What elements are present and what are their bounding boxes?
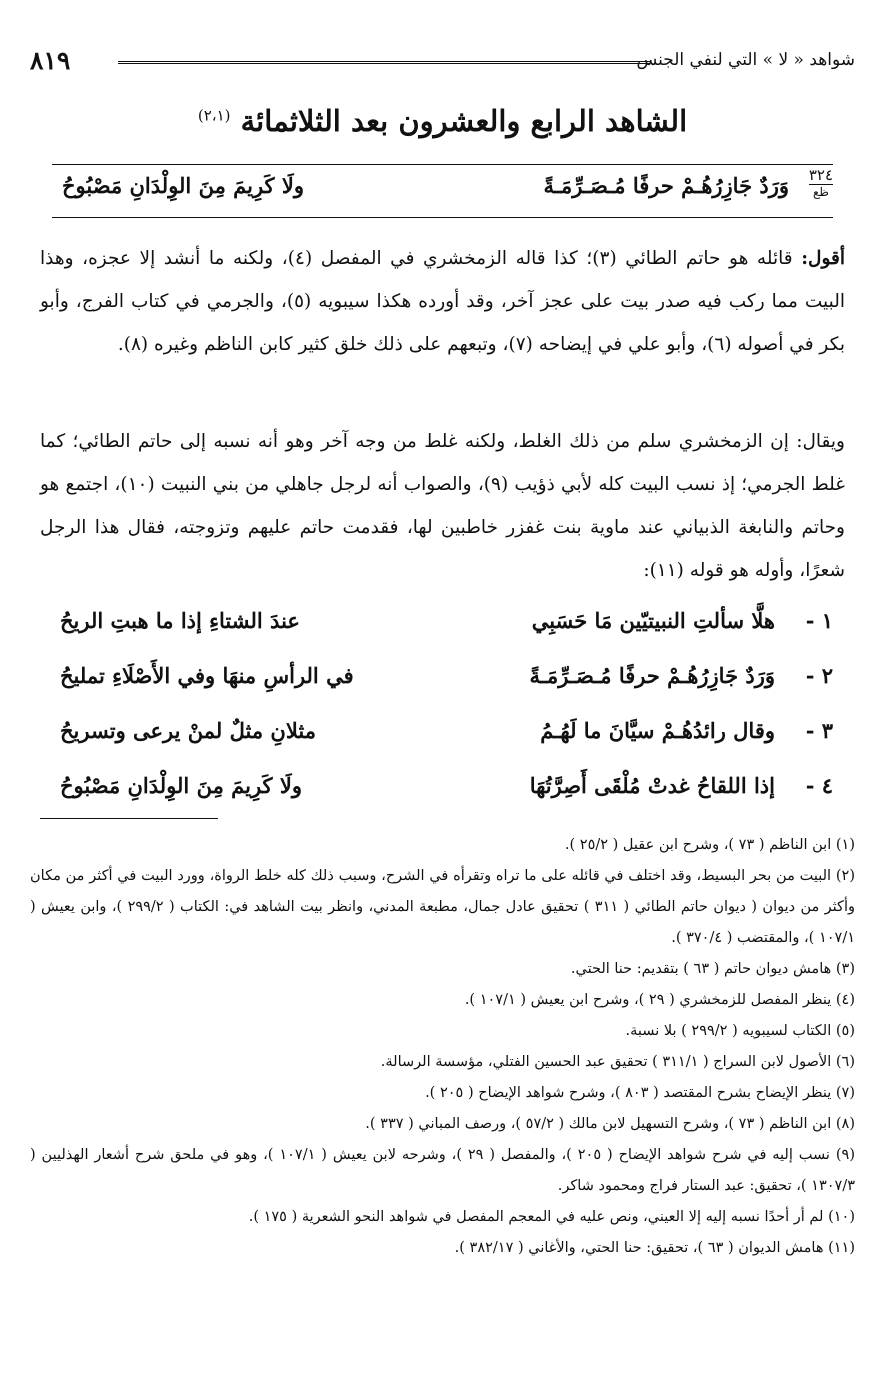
footnote: (١) ابن الناظم ( ٧٣ )، وشرح ابن عقيل ( ٢٥/٢ ). bbox=[564, 837, 855, 853]
footnote: (٨) ابن الناظم ( ٧٣ )، وشرح التسهيل لابن مالك ( ٥٧/٢ )، ورصف المباني ( ٣٣٧ ). bbox=[365, 1116, 855, 1132]
verse-hemistich-1: وَرَدٌ جَازِرُهُـمْ حرفًا مُـصَـرِّمَـةً bbox=[543, 173, 789, 198]
footnote: (١٠) لم أر أحدًا نسبه إليه إلا العيني، ونص عليه في المعجم المفصل في شواهد النحو الشعرية ( ١٧٥ ). bbox=[248, 1209, 855, 1225]
poem-hemistich-2: في الرأسِ منهَا وفي الأَصْلَاءِ تمليحُ bbox=[60, 663, 354, 688]
poem-hemistich-1: وَرَدٌ جَازِرُهُـمْ حرفًا مُـصَـرِّمَـةً bbox=[529, 663, 775, 688]
footnote: (٩) نسب إليه في شرح شواهد الإيضاح ( ٢٠٥ )، والمفصل ( ٢٩ )، وشرحه لابن يعيش ( ١٠٧/١ )، وهو في ملحق شرح أشعار الهذليين ( ١٣٠٧/٣ )، تحقيق: عبد الستار فراج ومحمود شاكر. bbox=[30, 1147, 855, 1194]
footnote-separator bbox=[40, 818, 218, 819]
verse-number-marker: ظع bbox=[812, 185, 829, 199]
poem-hemistich-1: هلَّا سألتِ النبيتيّين مَا حَسَبِي bbox=[531, 608, 775, 633]
footnote: (٤) ينظر المفصل للزمخشري ( ٢٩ )، وشرح ابن يعيش ( ١٠٧/١ ). bbox=[464, 992, 855, 1008]
verse-hemistich-2: ولَا كَرِيمَ مِنَ الوِلْدَانِ مَصْبُوحُ bbox=[62, 173, 304, 198]
commentary-paragraph-2 bbox=[40, 420, 845, 592]
poem-line-number: ١ - bbox=[805, 608, 833, 633]
poem-hemistich-2: ولَا كَرِيمَ مِنَ الوِلْدَانِ مَصْبُوحُ bbox=[60, 773, 302, 798]
poem-hemistich-1: وقال رائدُهُـمْ سيَّانَ ما لَهُـمُ bbox=[540, 718, 775, 743]
paragraph-text: ويقال: إن الزمخشري سلم من ذلك الغلط، ولكنه غلط من وجه آخر وهو أنه نسبه إلى حاتم الطائي؛ كما غلط الجرمي؛ إذ نسب البيت كله لأبي ذؤيب (٩)، والصواب أنه لرجل جاهلي من بني النبيت (١٠)، اجتمع هو وحاتم والنابغة الذبياني عند ماوية بنت غفزر خاطبين لها، فقدمت حاتم عليهم وتزوجته، فقال هذا الرجل شعرًا، وأوله هو قوله (١١): bbox=[40, 431, 845, 581]
paragraph-text: قائله هو حاتم الطائي (٣)؛ كذا قاله الزمخشري في المفصل (٤)، ولكنه ما أنشد إلا عجزه، وهذا البيت مما ركب فيه صدر بيت على عجز آخر، وقد أورده هكذا سيبويه (٥)، والجرمي في كتاب الفرج، وأبو بكر في أصوله (٦)، وأبو علي في إيضاحه (٧)، وتبعهم على ذلك خلق كثير كابن الناظم وغيره (٨). bbox=[40, 248, 845, 355]
poem-hemistich-2: عندَ الشتاءِ إذا ما هبتِ الريحُ bbox=[60, 608, 300, 633]
poem bbox=[60, 598, 833, 818]
poem-line-number: ٢ - bbox=[805, 663, 833, 688]
poem-line bbox=[60, 653, 833, 708]
commentary-paragraph-1 bbox=[40, 237, 845, 366]
running-header-title: شواهد « لا » التي لنفي الجنس bbox=[636, 50, 855, 70]
poem-hemistich-2: مثلانِ مثلٌ لمنْ يرعى وتسريحُ bbox=[60, 718, 316, 743]
footnote: (١١) هامش الديوان ( ٦٣ )، تحقيق: حنا الحتي، والأغاني ( ٣٨٢/١٧ ). bbox=[454, 1240, 855, 1256]
page-number: ٨١٩ bbox=[30, 46, 71, 75]
header-double-rule bbox=[118, 61, 650, 67]
paragraph-lead: أقول: bbox=[801, 248, 845, 269]
poem-line bbox=[60, 763, 833, 818]
poem-line-number: ٣ - bbox=[805, 718, 833, 743]
verse-number-value: ٣٢٤ bbox=[808, 166, 833, 184]
footnotes bbox=[30, 830, 855, 1264]
poem-line bbox=[60, 598, 833, 653]
verse-number bbox=[809, 168, 833, 200]
section-heading-text: الشاهد الرابع والعشرون بعد الثلاثمائة bbox=[240, 104, 688, 138]
poem-line bbox=[60, 708, 833, 763]
verse-box bbox=[52, 164, 833, 218]
poem-line-number: ٤ - bbox=[805, 773, 833, 798]
poem-hemistich-1: إذا اللقاحُ غدتْ مُلْقَى أَصِرَّتُهَا bbox=[529, 773, 775, 798]
footnote: (٢) البيت من بحر البسيط، وقد اختلف في قائله على ما تراه وتقرأه في الشرح، وسبب ذلك كله خلط الرواة، وورد البيت في أكثر من مكان وأكثر من ديوان ( ديوان حاتم الطائي ( ٣١١ ) تحقيق عادل جمال، مطبعة المدني، وانظر بيت الشاهد في: الكتاب ( ٢٩٩/٢ )، وابن يعيش ( ١٠٧/١ )، والمقتضب ( ٣٧٠/٤ ). bbox=[30, 868, 855, 946]
footnote: (٥) الكتاب لسيبويه ( ٢٩٩/٢ ) بلا نسبة. bbox=[625, 1023, 855, 1039]
section-heading bbox=[0, 104, 885, 138]
heading-footnote-ref: (٢،١) bbox=[197, 106, 231, 125]
footnote: (٣) هامش ديوان حاتم ( ٦٣ ) بتقديم: حنا الحتي. bbox=[570, 961, 855, 977]
footnote: (٧) ينظر الإيضاح بشرح المقتصد ( ٨٠٣ )، وشرح شواهد الإيضاح ( ٢٠٥ ). bbox=[425, 1085, 855, 1101]
footnote: (٦) الأصول لابن السراج ( ٣١١/١ ) تحقيق عبد الحسين الفتلي، مؤسسة الرسالة. bbox=[380, 1054, 855, 1070]
running-header bbox=[30, 48, 855, 78]
